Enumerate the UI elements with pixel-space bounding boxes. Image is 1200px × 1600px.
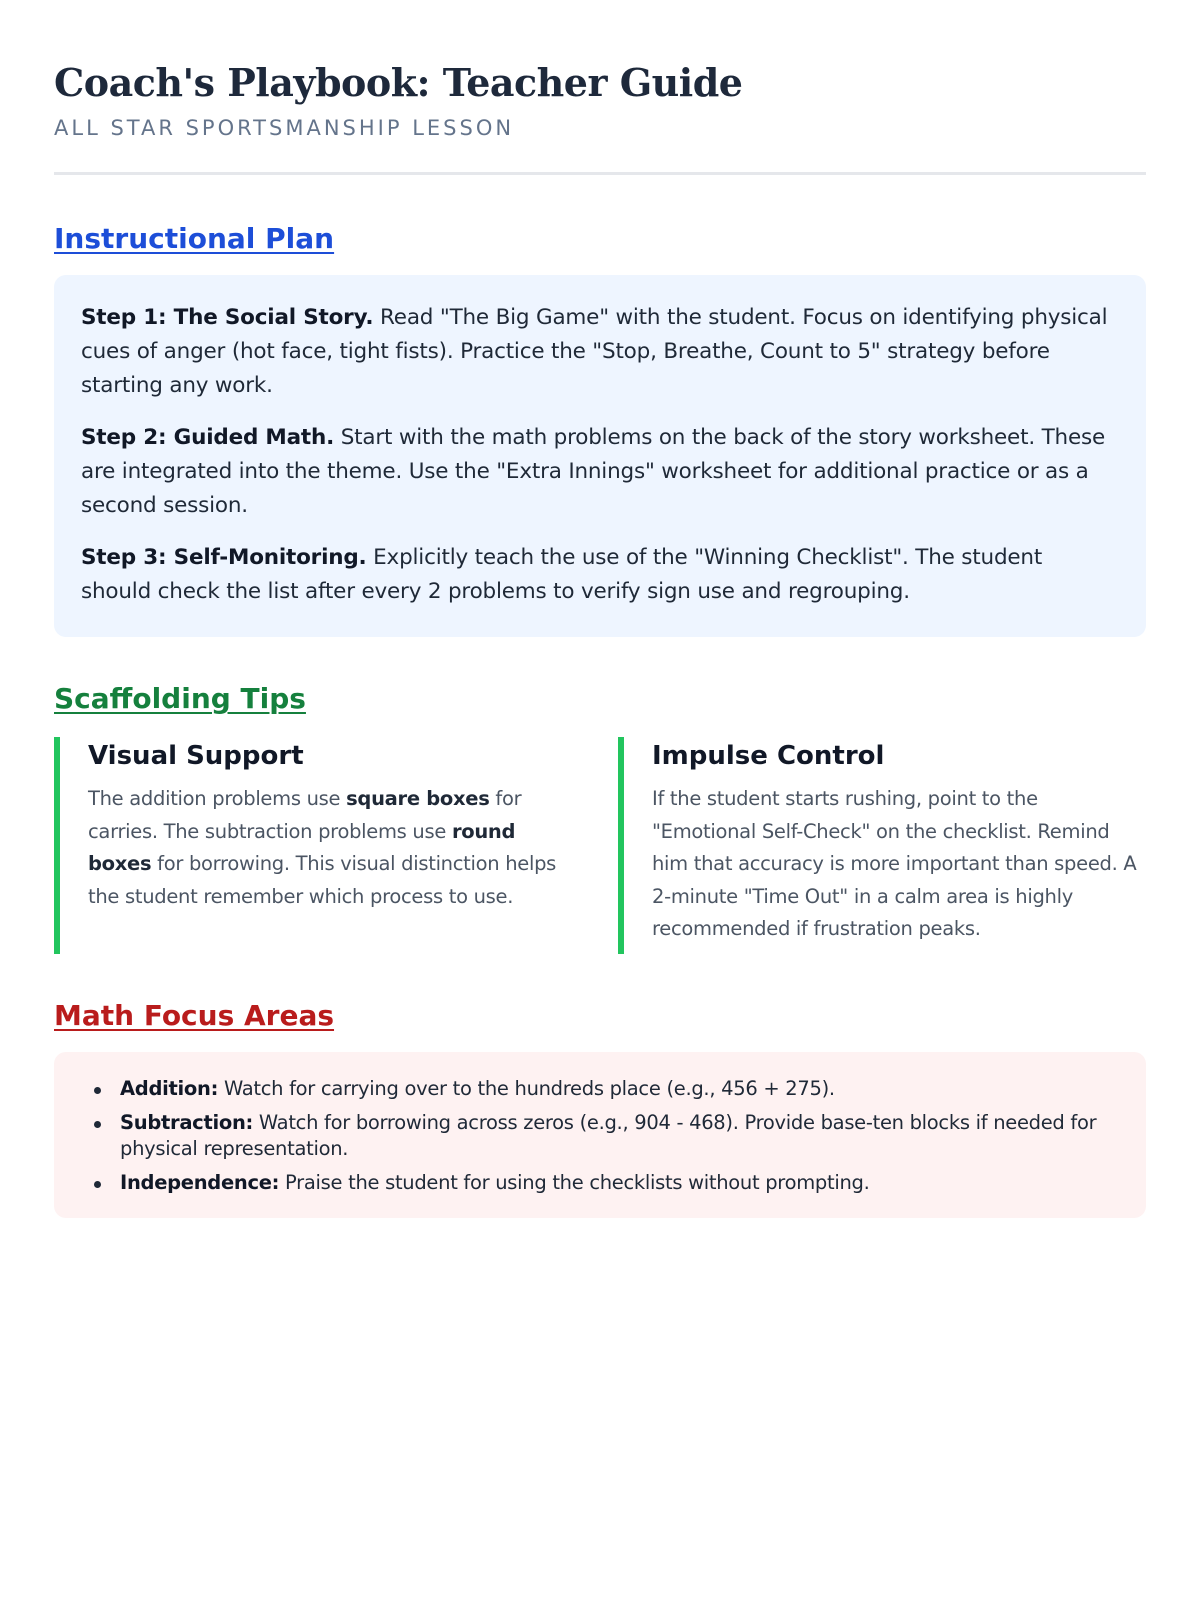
visual-support-bold-round: round boxes — [88, 819, 516, 875]
impulse-control-tip — [618, 737, 1146, 954]
scaffolding-tips-section — [54, 637, 1146, 954]
list-item-text: Praise the student for using the checklists without prompting. — [279, 1170, 870, 1194]
step-2 — [81, 421, 1118, 523]
list-item — [92, 1170, 1118, 1196]
instructional-plan-heading: Instructional Plan — [54, 222, 335, 255]
page-title: Coach's Playbook: Teacher Guide — [54, 60, 743, 105]
step-3-text: Explicitly teach the use of the "Winning Checklist". The student should check the list after every 2 problems to verify sign use and regrouping. — [81, 545, 1043, 604]
step-2-label: Step 2: Guided Math. — [81, 425, 335, 450]
list-item-label: Independence: — [120, 1170, 280, 1194]
instructional-plan-box — [54, 275, 1146, 637]
list-item — [92, 1110, 1118, 1162]
scaffolding-tips-heading: Scaffolding Tips — [54, 682, 306, 715]
list-item-label: Subtraction: — [120, 1110, 254, 1134]
impulse-control-text: If the student starts rushing, point to the "Emotional Self-Check" on the checklist. Remind him that accuracy is more important than speed. A 2-minute "Time Out" in a calm area is highly recommended if frustration peaks. — [652, 787, 1137, 940]
step-3-label: Step 3: Self-Monitoring. — [81, 545, 367, 570]
scaffolding-tips-columns — [54, 737, 1146, 954]
step-1-text: Read "The Big Game" with the student. Focus on identifying physical cues of anger (hot face, tight fists). Practice the "Stop, Breathe, Count to 5" strategy before starting any work. — [81, 305, 1108, 398]
page-header — [54, 0, 1146, 175]
visual-support-tip — [54, 737, 582, 954]
step-2-text: Start with the math problems on the back of the story worksheet. These are integrated into the theme. Use the "Extra Innings" worksheet for additional practice or as a second session. — [81, 425, 1106, 518]
visual-support-text-part1: The addition problems use — [88, 787, 347, 810]
list-item-text: Watch for borrowing across zeros (e.g., 904 - 468). Provide base-ten blocks if needed for physical representation. — [120, 1110, 1097, 1160]
step-1 — [81, 301, 1118, 403]
visual-support-title: Visual Support — [88, 741, 304, 771]
list-item-label: Addition: — [120, 1076, 219, 1100]
math-focus-box — [54, 1052, 1146, 1218]
math-focus-list — [92, 1076, 1118, 1196]
step-1-label: Step 1: The Social Story. — [81, 305, 374, 330]
visual-support-text-part2: for carries. The subtraction problems use — [88, 787, 522, 843]
visual-support-bold-square: square boxes — [346, 787, 490, 810]
visual-support-text-part3: for borrowing. This visual distinction helps the student remember which process to use. — [88, 852, 557, 908]
math-focus-section — [54, 954, 1146, 1218]
instructional-plan-section — [54, 175, 1146, 637]
math-focus-heading: Math Focus Areas — [54, 998, 335, 1032]
list-item — [92, 1076, 1118, 1102]
step-3 — [81, 541, 1118, 609]
impulse-control-title: Impulse Control — [652, 741, 885, 771]
list-item-text: Watch for carrying over to the hundreds place (e.g., 456 + 275). — [218, 1076, 835, 1100]
page-subtitle: ALL STAR SPORTSMANSHIP LESSON — [54, 116, 515, 140]
visual-support-text — [88, 783, 582, 913]
